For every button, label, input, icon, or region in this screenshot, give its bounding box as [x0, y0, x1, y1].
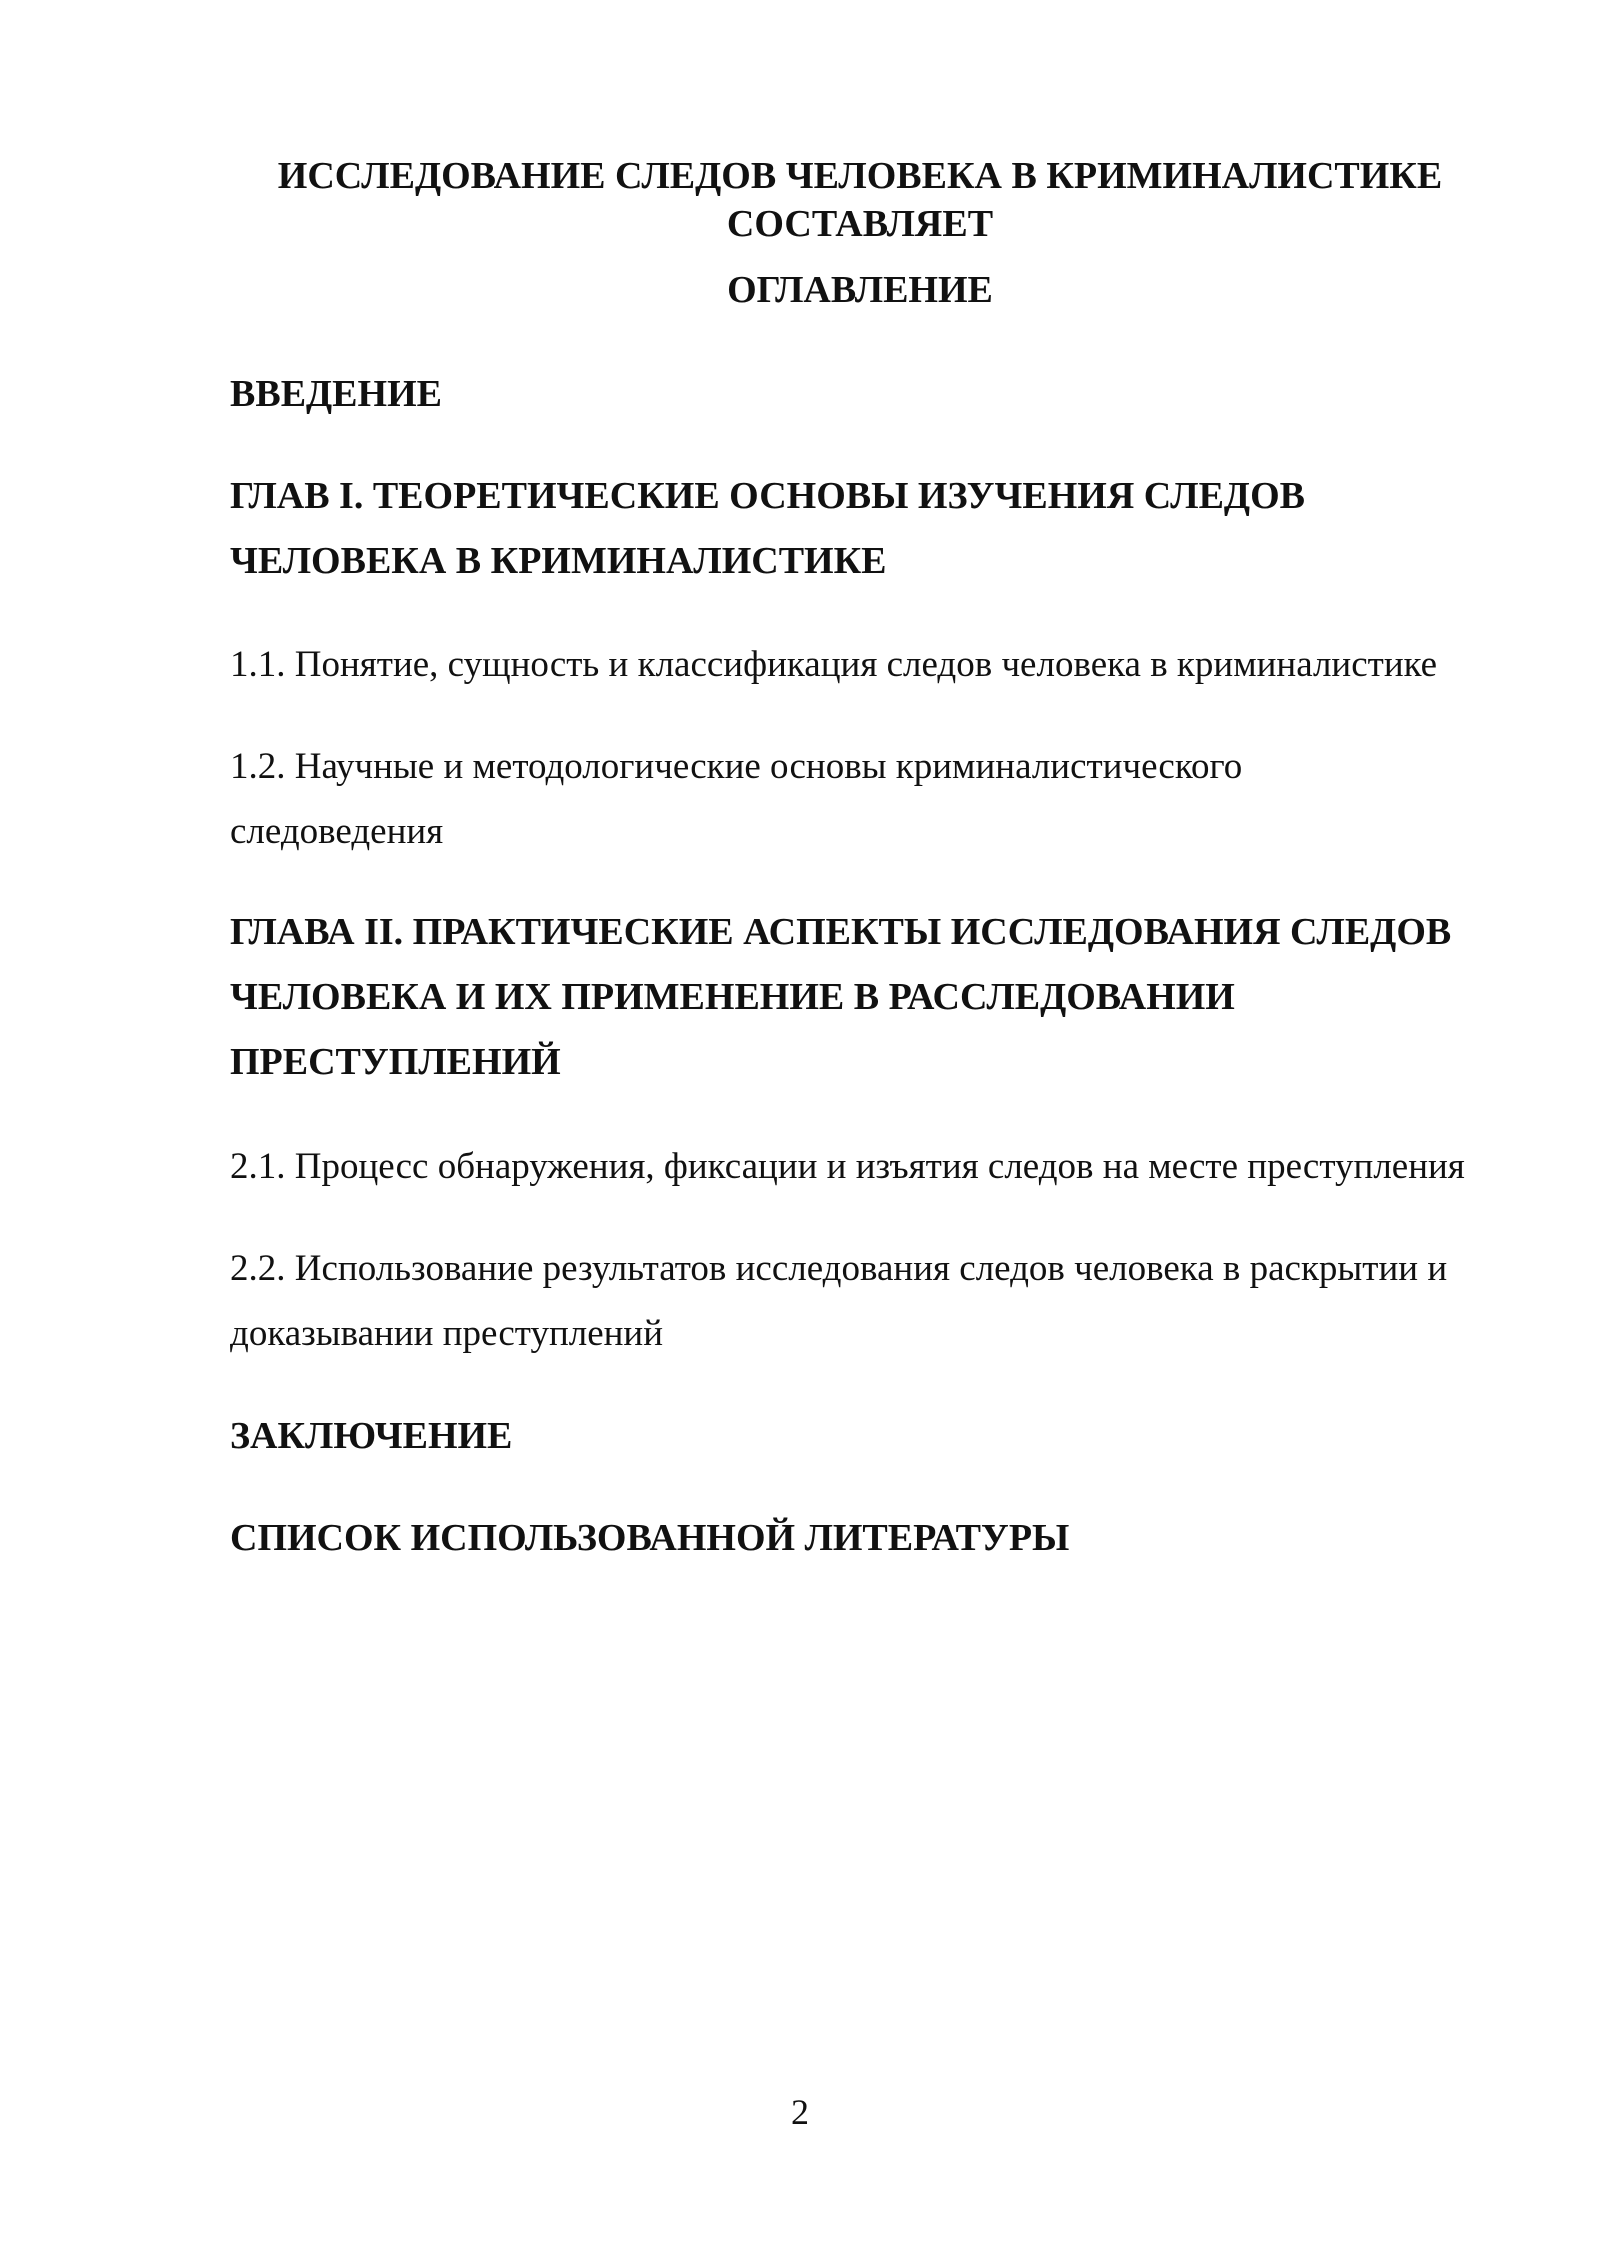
- toc-entry-chapter-1: ГЛАВ I. ТЕОРЕТИЧЕСКИЕ ОСНОВЫ ИЗУЧЕНИЯ СЛЕДОВ ЧЕЛОВЕКА В КРИМИНАЛИСТИКЕ: [230, 475, 1305, 582]
- toc-entry-chapter-2: ГЛАВА II. ПРАКТИЧЕСКИЕ АСПЕКТЫ ИССЛЕДОВАНИЯ СЛЕДОВ ЧЕЛОВЕКА И ИХ ПРИМЕНЕНИЕ В РАССЛЕДОВАНИИ ПРЕСТУПЛЕНИЙ: [230, 911, 1452, 1083]
- toc-entry-section-1-2: 1.2. Научные и методологические основы криминалистического следоведения: [230, 746, 1243, 852]
- toc-entry-conclusion: ЗАКЛЮЧЕНИЕ: [230, 1415, 513, 1457]
- toc-entry-introduction: ВВЕДЕНИЕ: [230, 373, 442, 415]
- toc-entry-section-1-1: 1.1. Понятие, сущность и классификация следов человека в криминалистике: [230, 644, 1438, 685]
- toc-heading: ОГЛАВЛЕНИЕ: [727, 269, 993, 311]
- toc-entry-section-2-1: 2.1. Процесс обнаружения, фиксации и изъятия следов на месте преступления: [230, 1146, 1465, 1187]
- page-number: 2: [791, 2092, 809, 2132]
- toc-entry-bibliography: СПИСОК ИСПОЛЬЗОВАННОЙ ЛИТЕРАТУРЫ: [230, 1517, 1070, 1559]
- toc-entry-section-2-2: 2.2. Использование результатов исследования следов человека в раскрытии и доказывании преступлений: [230, 1248, 1448, 1354]
- document-title: ИССЛЕДОВАНИЕ СЛЕДОВ ЧЕЛОВЕКА В КРИМИНАЛИСТИКЕ СОСТАВЛЯЕТ: [277, 155, 1443, 245]
